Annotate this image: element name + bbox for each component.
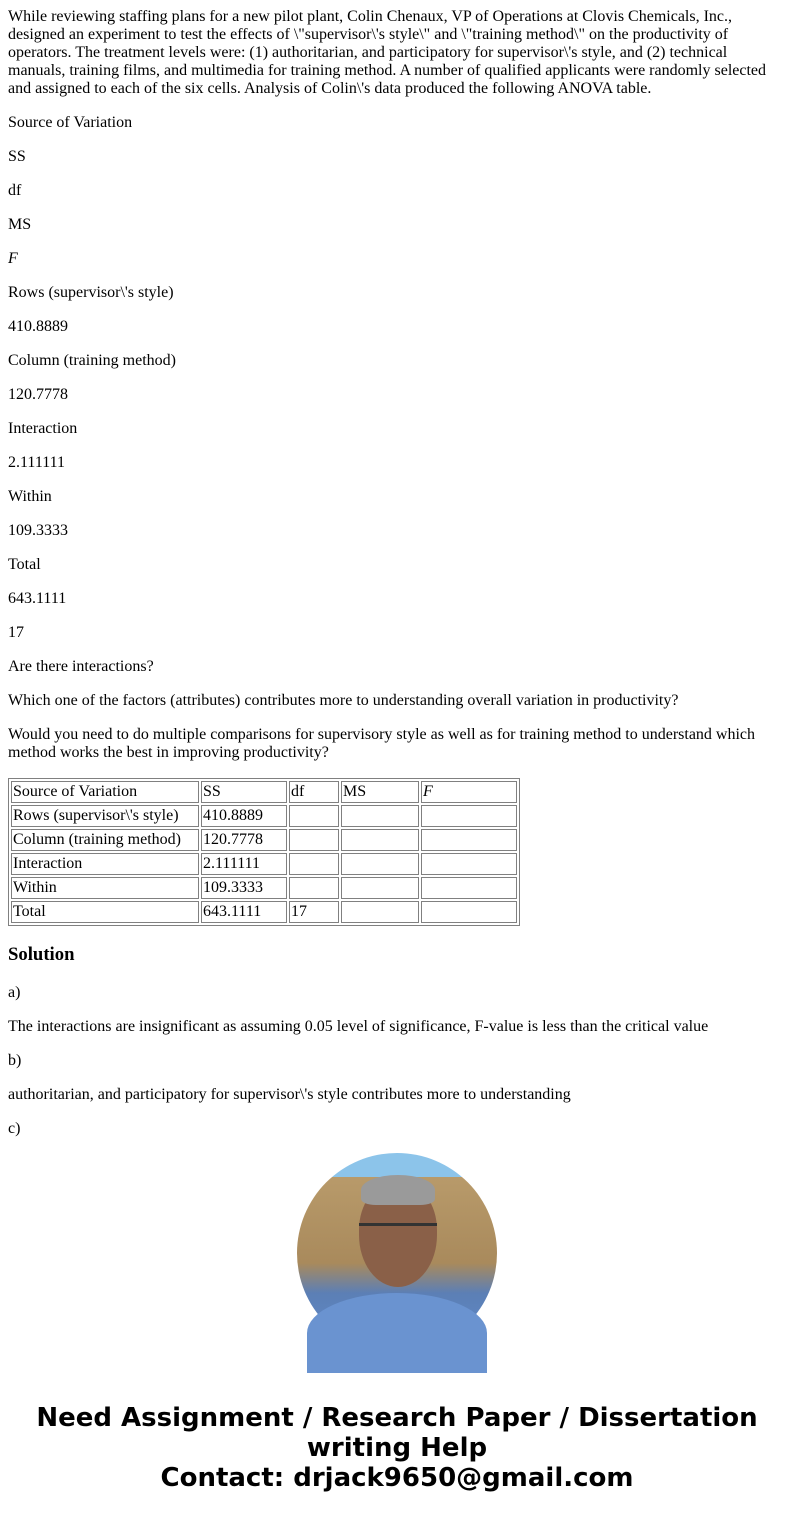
table-cell [421,853,517,875]
table-cell [289,877,339,899]
table-cell: Total [11,901,199,923]
table-cell [421,805,517,827]
footer-promo [0,1403,794,1493]
flat-line: 109.3333 [8,522,68,539]
table-cell: 109.3333 [201,877,287,899]
table-cell: 17 [289,901,339,923]
flat-line: Within [8,488,52,505]
flat-line: SS [8,148,26,165]
flat-line: Interaction [8,420,78,437]
table-cell [421,901,517,923]
document-content [8,0,778,1137]
answer-b-label: b) [8,1052,22,1069]
answer-c-label: c) [8,1120,21,1137]
table-row [11,805,517,827]
table-cell: MS [341,781,419,803]
flat-line: Total [8,556,41,573]
table-cell: 2.111111 [201,853,287,875]
flat-table-lines [8,114,778,642]
table-cell [341,853,419,875]
table-cell [289,829,339,851]
table-cell: Column (training method) [11,829,199,851]
table-row [11,901,517,923]
table-cell: 410.8889 [201,805,287,827]
question-2: Which one of the factors (attributes) contributes more to understanding overall variation in productivity? [8,692,679,709]
table-cell [289,853,339,875]
table-cell [341,805,419,827]
question-1: Are there interactions? [8,658,154,675]
table-cell: Interaction [11,853,199,875]
footer-contact: Contact: drjack9650@gmail.com [160,1463,634,1493]
table-row [11,829,517,851]
answer-a-label: a) [8,984,21,1001]
table-cell [421,829,517,851]
flat-line: 643.1111 [8,590,67,607]
flat-line: Column (training method) [8,352,176,369]
table-row [11,853,517,875]
table-cell: F [421,781,517,803]
table-cell [341,829,419,851]
table-cell: Rows (supervisor\'s style) [11,805,199,827]
table-cell: Source of Variation [11,781,199,803]
table-cell: df [289,781,339,803]
table-cell [421,877,517,899]
flat-line: MS [8,216,32,233]
table-cell [289,805,339,827]
flat-line: F [8,250,18,267]
question-intro: While reviewing staffing plans for a new pilot plant, Colin Chenaux, VP of Operations at Clovis Chemicals, Inc., designed an experiment to test the effects of \"supervisor\'s style\" and \"training method\" on the productivity of operators. The treatment levels were: (1) authoritarian, and participatory for supervisor\'s style, and (2) technical manuals, training films, and multimedia for training method. A number of qualified applicants were randomly selected and assigned to each of the six cells. Analysis of Colin\'s data produced the following ANOVA table. [8,8,767,97]
anova-table [8,778,520,926]
table-header-row [11,781,517,803]
table-cell [341,877,419,899]
flat-line: Source of Variation [8,114,133,131]
footer-line-1: Need Assignment / Research Paper / Dissertation writing Help [36,1403,758,1463]
flat-line: 17 [8,624,24,641]
table-cell: 643.1111 [201,901,287,923]
table-cell: Within [11,877,199,899]
solution-heading: Solution [8,944,75,965]
table-cell: 120.7778 [201,829,287,851]
question-3: Would you need to do multiple comparisons for supervisory style as well as for training method to understand which method works the best in improving productivity? [8,726,756,761]
flat-line: 410.8889 [8,318,68,335]
answer-b-text: authoritarian, and participatory for supervisor\'s style contributes more to understanding [8,1086,571,1103]
answer-a-text: The interactions are insignificant as assuming 0.05 level of significance, F-value is less than the critical value [8,1018,709,1035]
table-cell: SS [201,781,287,803]
tutor-photo [297,1153,497,1353]
table-row [11,877,517,899]
table-cell [341,901,419,923]
flat-line: 2.111111 [8,454,66,471]
flat-line: Rows (supervisor\'s style) [8,284,174,301]
flat-line: 120.7778 [8,386,68,403]
flat-line: df [8,182,22,199]
